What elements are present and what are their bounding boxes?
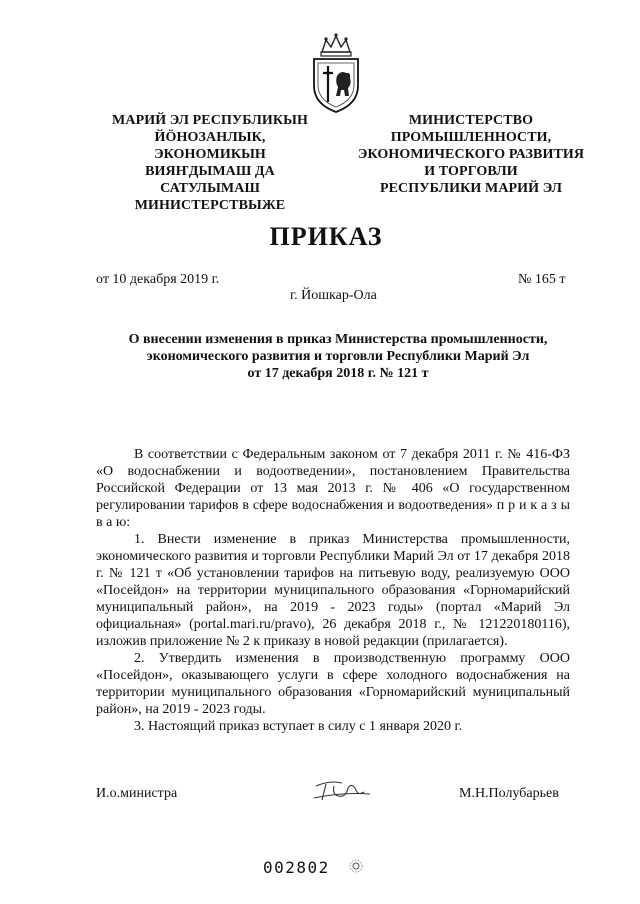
header-right-line: РЕСПУБЛИКИ МАРИЙ ЭЛ bbox=[379, 181, 563, 196]
document-body bbox=[96, 446, 570, 735]
body-paragraph: 1. Внести изменение в приказ Министерства промышленности, экономического развития и торговли Республики Марий Эл от 17 декабря 2018 г. № 121 т «Об установлении тарифов на питьевую воду, реализуемую ООО «Посейдон» на территории муниципального образования «Горномарийский муниципальный район», на 2019 - 2023 годы» (портал «Марий Эл официальная» (portal.mari.ru/pravo), 26 декабря 2018 г., № 121220180116), изложив приложение № 2 к приказу в новой редакции (прилагается). bbox=[96, 532, 570, 649]
header-left-line: ВИЯҤДЫМАШ ДА bbox=[145, 164, 275, 179]
document-number: № 165 т bbox=[518, 272, 566, 287]
header-right-line: ЭКОНОМИЧЕСКОГО РАЗВИТИЯ bbox=[357, 147, 585, 162]
body-paragraph: 2. Утвердить изменения в производственную программу ООО «Посейдон», оказывающего услуги в сфере холодного водоснабжения на территории муниципального образования «Горномарийский муниципальный район», на 2019 - 2023 годы. bbox=[96, 651, 570, 717]
document-title: ПРИКАЗ bbox=[269, 222, 383, 251]
signatory-position: И.о.министра bbox=[96, 786, 178, 801]
header-right-org bbox=[355, 112, 587, 197]
document-subject bbox=[100, 331, 576, 382]
body-paragraph: В соответствии с Федеральным законом от 7 декабря 2011 г. № 416-ФЗ «О водоснабжении и водоотведении», постановлением Правительства Российской Федерации от 13 мая 2013 г. № 406 «О государственном регулировании тарифов в сфере водоснабжения и водоотведения» п р и к а з ы в а ю: bbox=[96, 447, 570, 530]
header-right-line: И ТОРГОВЛИ bbox=[424, 164, 518, 179]
signatory-name: М.Н.Полубарьев bbox=[459, 786, 559, 801]
subject-line: экономического развития и торговли Республики Марий Эл bbox=[146, 349, 530, 364]
header-left-org bbox=[105, 112, 315, 214]
subject-line: от 17 декабря 2018 г. № 121 т bbox=[247, 366, 429, 381]
header-right-line: ПРОМЫШЛЕННОСТИ, bbox=[390, 130, 552, 145]
header-left-line: МИНИСТЕРСТВЫЖЕ bbox=[134, 198, 286, 213]
header-left-line: САТУЛЫМАШ bbox=[160, 181, 260, 196]
document-date: от 10 декабря 2019 г. bbox=[96, 272, 220, 287]
handwritten-signature bbox=[312, 774, 372, 806]
header-left-line: ЙӦНОЗАНЛЫК, ЭКОНОМИКЫН bbox=[154, 130, 266, 162]
coat-of-arms-icon bbox=[308, 32, 364, 114]
header-right-line: МИНИСТЕРСТВО bbox=[408, 113, 534, 128]
serial-number: 002802 bbox=[263, 858, 330, 877]
subject-line: О внесении изменения в приказ Министерства промышленности, bbox=[128, 332, 548, 347]
rosette-icon bbox=[348, 858, 364, 874]
body-paragraph: 3. Настоящий приказ вступает в силу с 1 января 2020 г. bbox=[134, 719, 463, 734]
document-city: г. Йошкар-Ола bbox=[290, 288, 377, 303]
header-left-line: МАРИЙ ЭЛ РЕСПУБЛИКЫН bbox=[112, 113, 308, 128]
